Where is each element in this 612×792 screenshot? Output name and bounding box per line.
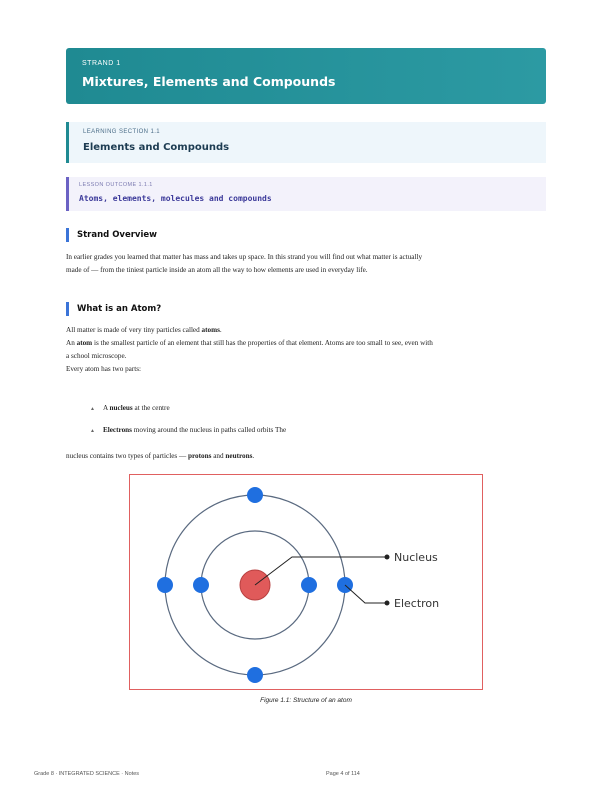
electron-top (247, 487, 263, 503)
bullet-nucleus: ▲ A nucleus at the centre (90, 404, 170, 412)
nucleus-label: Nucleus (394, 551, 438, 564)
atom-line-1: All matter is made of very tiny particles called atoms. (66, 326, 222, 334)
lesson-outcome-kicker: LESSON OUTCOME 1.1.1 (79, 182, 153, 188)
nucleus-leader-line (255, 557, 387, 585)
strand-banner (66, 48, 546, 104)
atom-diagram (130, 475, 482, 689)
strand-title: Mixtures, Elements and Compounds (82, 74, 336, 89)
overview-paragraph (66, 251, 550, 277)
learning-section-kicker: LEARNING SECTION 1.1 (83, 129, 161, 135)
atom-paragraph (66, 324, 550, 376)
figure-caption: Figure 1.1: Structure of an atom (260, 697, 352, 704)
bullet-marker: ▲ (90, 407, 95, 412)
electron-label: Electron (394, 597, 440, 610)
atom-line-2: An atom is the smallest particle of an element that still has the properties of that element. Atoms are too small to see, even with (66, 339, 433, 347)
electron-bottom (247, 667, 263, 683)
overview-line-1: In earlier grades you learned that matter has mass and takes up space. In this strand you will find out what matter is actually (66, 253, 423, 261)
atom-figure-frame (129, 474, 483, 690)
electron-inner-left (193, 577, 209, 593)
electron-leader-dot (385, 601, 390, 606)
strand-kicker: STRAND 1 (82, 60, 121, 67)
page-number: Page 4 of 114 (326, 771, 360, 777)
lesson-outcome-box (66, 177, 546, 211)
lesson-outcome-title: Atoms, elements, molecules and compounds (79, 194, 272, 203)
learning-section-title: Elements and Compounds (83, 142, 230, 153)
footer-left: Grade 8 · INTEGRATED SCIENCE · Notes (34, 771, 140, 777)
overview-line-2: made of — from the tiniest particle inside an atom all the way to how elements are used in everyday life. (66, 266, 368, 274)
nucleus-leader-dot (385, 555, 390, 560)
learning-section-box (66, 122, 546, 163)
nucleus-paragraph: nucleus contains two types of particles — protons and neutrons. (66, 452, 255, 460)
atom-heading: What is an Atom? (66, 302, 161, 316)
bullet-electrons: ▲ Electrons moving around the nucleus in paths called orbits The (90, 426, 287, 434)
atom-line-3: a school microscope. (66, 352, 127, 360)
overview-heading: Strand Overview (66, 228, 157, 242)
electron-inner-right (301, 577, 317, 593)
bullet-marker: ▲ (90, 429, 95, 434)
atom-line-4: Every atom has two parts: (66, 365, 142, 373)
electron-outer-left (157, 577, 173, 593)
